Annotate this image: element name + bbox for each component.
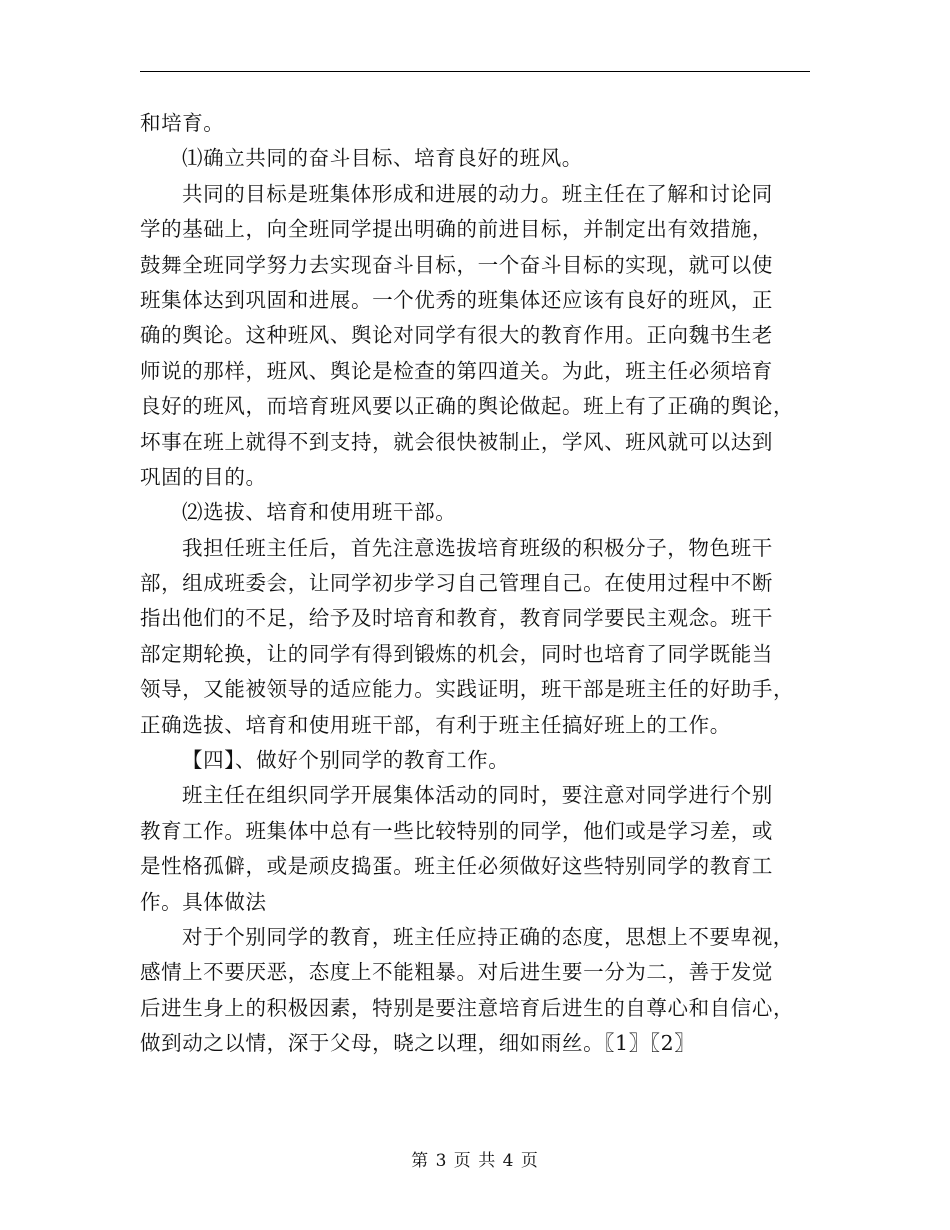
text-line: ⑴确立共同的奋斗目标、培育良好的班风。 (182, 146, 583, 171)
header-rule (140, 71, 810, 72)
text-line: ⑵选拔、培育和使用班干部。 (182, 500, 457, 525)
text-line: 良好的班风，而培育班风要以正确的舆论做起。班上有了正确的舆论， (140, 394, 795, 419)
text-line: 是性格孤僻，或是顽皮捣蛋。班主任必须做好这些特别同学的教育工 (140, 854, 773, 879)
text-line: 部，组成班委会，让同学初步学习自己管理自己。在使用过程中不断 (140, 571, 773, 596)
text-line: 正确选拔、培育和使用班干部，有利于班主任搞好班上的工作。 (140, 712, 731, 737)
text-line: 后进生身上的积极因素，特别是要注意培育后进生的自尊心和自信心， (140, 995, 795, 1020)
text-line: 领导，又能被领导的适应能力。实践证明，班干部是班主任的好助手， (140, 677, 795, 702)
text-line: 坏事在班上就得不到支持，就会很快被制止，学风、班风就可以达到 (140, 429, 773, 454)
text-line: 指出他们的不足，给予及时培育和教育，教育同学要民主观念。班干 (140, 606, 773, 631)
text-line: 和培育。 (140, 111, 225, 135)
text-line: 做到动之以情，深于父母，晓之以理，细如雨丝。〖1〗〖2〗 (140, 1031, 696, 1056)
text-line: 班集体达到巩固和进展。一个优秀的班集体还应该有良好的班风，正 (140, 287, 773, 312)
text-line: 部定期轮换，让的同学有得到锻炼的机会，同时也培育了同学既能当 (140, 641, 773, 666)
text-line: 对于个别同学的教育，班主任应持正确的态度，思想上不要卑视， (182, 924, 794, 949)
text-line: 学的基础上，向全班同学提出明确的前进目标，并制定出有效措施， (140, 217, 773, 242)
text-line: 【四】、做好个别同学的教育工作。 (182, 748, 510, 773)
text-line: 巩固的目的。 (140, 464, 267, 489)
text-line: 感情上不要厌恶，态度上不能粗暴。对后进生要一分为二，善于发觉 (140, 960, 773, 985)
text-line: 教育工作。班集体中总有一些比较特别的同学，他们或是学习差，或 (140, 818, 773, 843)
document-body (140, 106, 812, 1062)
text-line: 师说的那样，班风、舆论是检查的第四道关。为此，班主任必须培育 (140, 358, 773, 383)
text-line: 班主任在组织同学开展集体活动的同时，要注意对同学进行个别 (182, 783, 773, 808)
text-line: 共同的目标是班集体形成和进展的动力。班主任在了解和讨论同 (182, 181, 773, 206)
text-line: 我担任班主任后，首先注意选拔培育班级的积极分子，物色班干 (182, 535, 773, 560)
text-line: 作。具体做法 (140, 889, 267, 914)
text-line: 确的舆论。这种班风、舆论对同学有很大的教育作用。正向魏书生老 (140, 323, 773, 348)
text-line: 鼓舞全班同学努力去实现奋斗目标，一个奋斗目标的实现，就可以使 (140, 252, 773, 277)
page-footer: 第 3 页 共 4 页 (411, 1151, 539, 1171)
